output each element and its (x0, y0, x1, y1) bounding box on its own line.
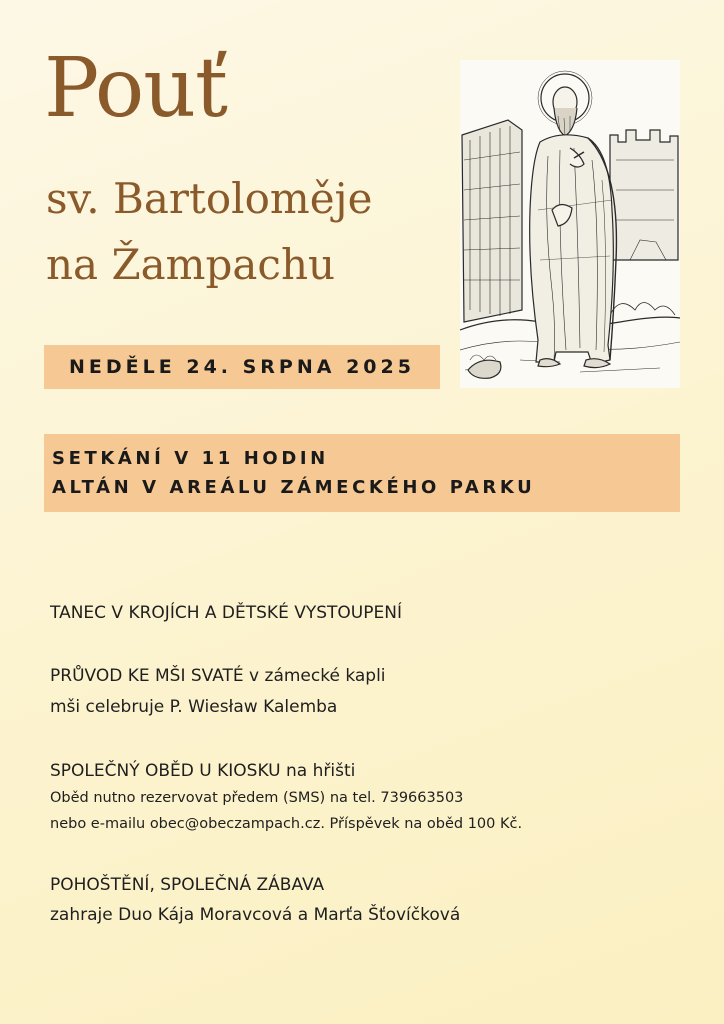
program-dance: TANEC V KROJÍCH A DĚTSKÉ VYSTOUPENÍ (50, 603, 402, 623)
program-music: zahraje Duo Kája Moravcová a Marťa Šťovíčková (50, 905, 461, 925)
subtitle-line-2: na Žampachu (46, 240, 336, 289)
date-banner (44, 345, 440, 389)
program-lunch-note-1: Oběd nutno rezervovat předem (SMS) na tel. 739663503 (50, 790, 464, 806)
meeting-banner (44, 434, 680, 512)
program-procession: PRŮVOD KE MŠI SVATÉ v zámecké kapli (50, 666, 386, 686)
page-title: Pouť (44, 41, 227, 136)
program-lunch-note-2: nebo e-mailu obec@obeczampach.cz. Příspěvek na oběd 100 Kč. (50, 816, 523, 832)
subtitle-line-1: sv. Bartoloměje (46, 174, 373, 223)
saint-bartholomew-illustration (460, 60, 680, 388)
program-party: POHOŠTĚNÍ, SPOLEČNÁ ZÁBAVA (50, 875, 325, 895)
program-lunch: SPOLEČNÝ OBĚD U KIOSKU na hřišti (50, 761, 356, 781)
program-mass: mši celebruje P. Wiesław Kalemba (50, 697, 338, 717)
meeting-place: ALTÁN V AREÁLU ZÁMECKÉHO PARKU (52, 477, 536, 498)
meeting-time: SETKÁNÍ V 11 HODIN (52, 448, 329, 469)
event-date: NEDĚLE 24. SRPNA 2025 (69, 356, 415, 378)
